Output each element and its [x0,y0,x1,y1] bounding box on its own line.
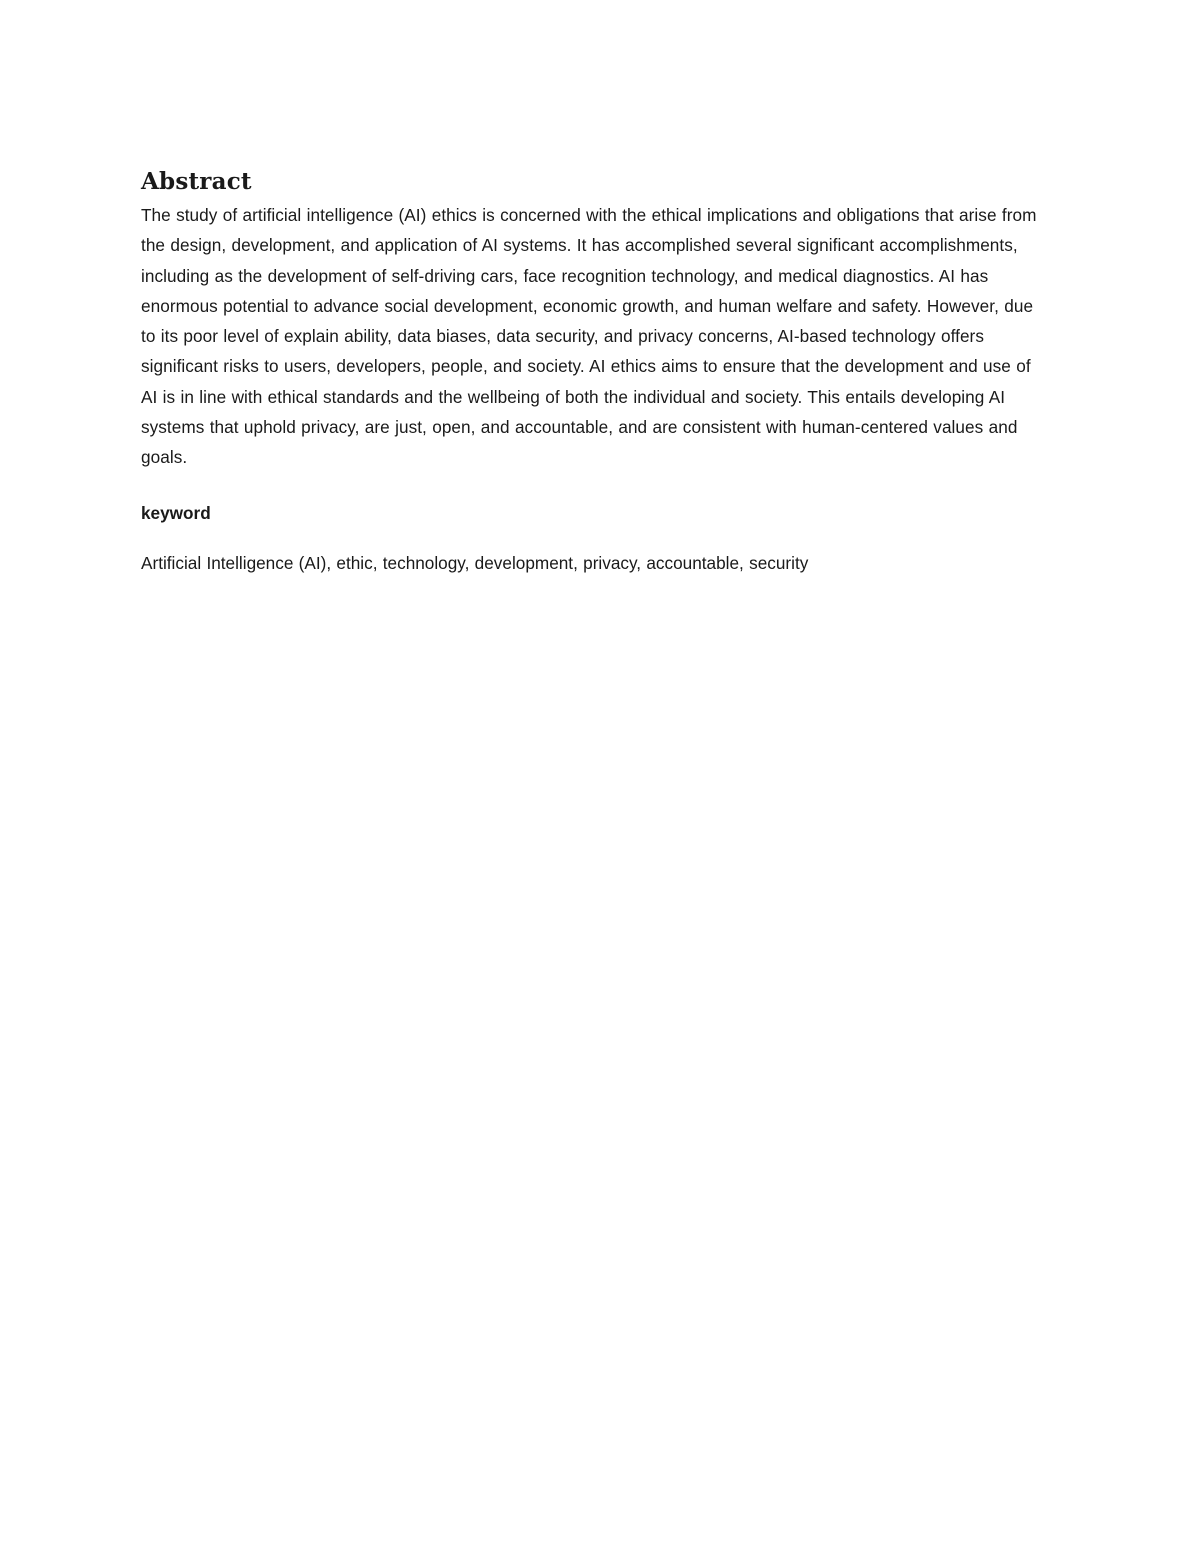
abstract-paragraph: The study of artificial intelligence (AI) ethics is concerned with the ethical implications and obligations that arise from the design, development, and application of AI systems. It has accomplished several significant accomplishments, including as the development of self-driving cars, face recognition technology, and medical diagnostics. AI has enormous potential to advance social development, economic growth, and human welfare and safety. However, due to its poor level of explain ability, data biases, data security, and privacy concerns, AI-based technology offers significant risks to users, developers, people, and society. AI ethics aims to ensure that the development and use of AI is in line with ethical standards and the wellbeing of both the individual and society. This entails developing AI systems that uphold privacy, are just, open, and accountable, and are consistent with human-centered values and goals. [141,205,1037,468]
abstract-heading: Abstract [141,168,252,195]
keyword-list: Artificial Intelligence (AI), ethic, technology, development, privacy, accountable, security [141,552,809,573]
abstract-section [141,166,1046,578]
keyword-heading: keyword [141,502,211,523]
